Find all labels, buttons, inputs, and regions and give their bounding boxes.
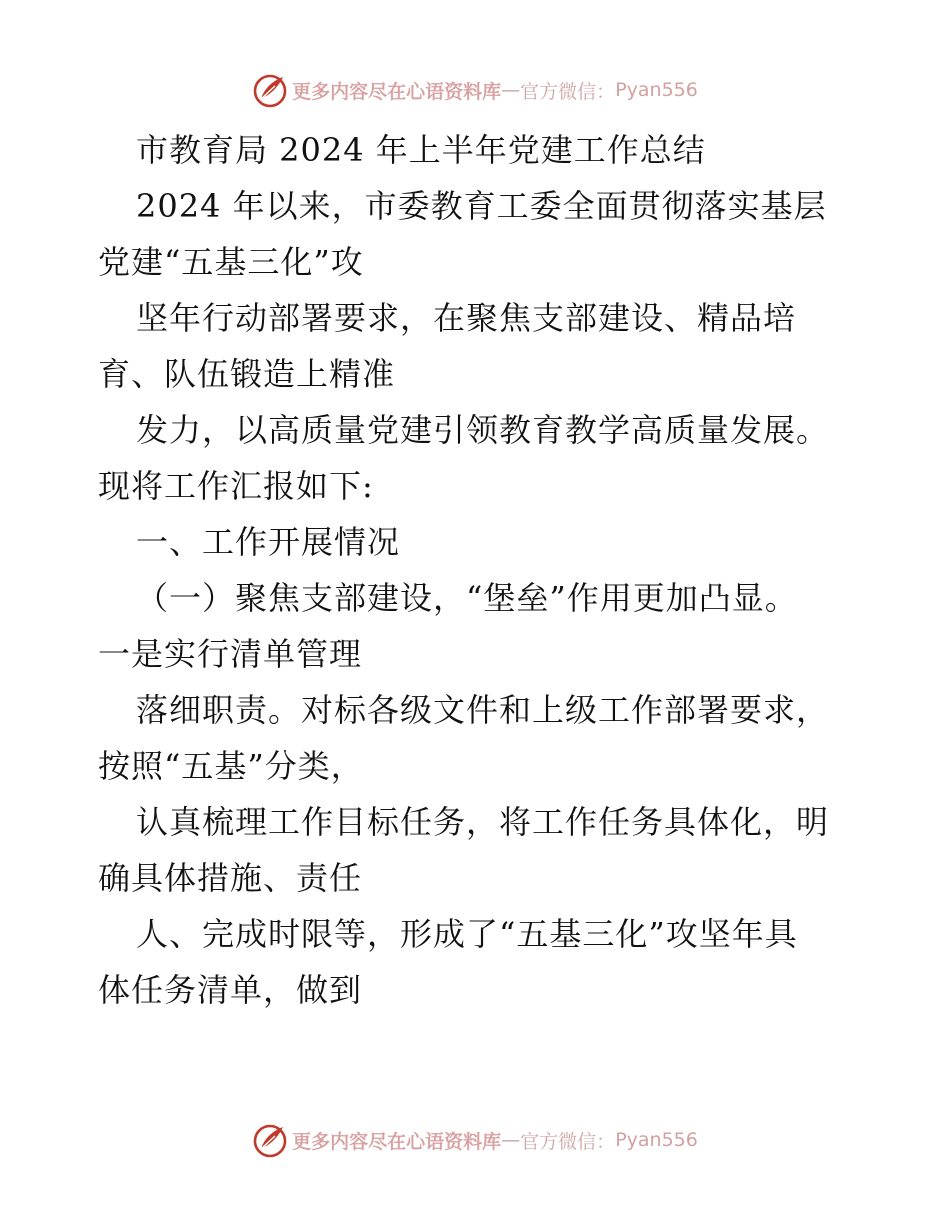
feather-quill-logo-icon (252, 72, 288, 108)
paragraph-line: 人、完成时限等，形成了“五基三化”攻坚年具 (136, 915, 798, 953)
banner-wechat-id: Pyan556 (615, 1129, 698, 1151)
paragraph-line: 现将工作汇报如下: (98, 467, 374, 505)
paragraph-line: 认真梳理工作目标任务，将工作任务具体化，明 (136, 803, 830, 841)
banner-separator: — (501, 1129, 521, 1151)
banner-wechat-id: Pyan556 (615, 79, 698, 101)
paragraph-line: 发力，以高质量党建引领教育教学高质量发展。 (136, 411, 830, 449)
paragraph-line: 按照“五基”分类， (98, 747, 364, 785)
paragraph-line: 2024 年以来，市委教育工委全面贯彻落实基层 (136, 187, 827, 225)
paragraph-line: 体任务清单，做到 (98, 971, 363, 1009)
banner-wechat-label: 官方微信： (520, 1130, 616, 1153)
header-watermark-banner (0, 70, 950, 110)
section-heading: 一、工作开展情况 (136, 523, 401, 561)
document-title: 市教育局 2024 年上半年党建工作总结 (136, 131, 706, 169)
banner-separator: — (501, 79, 521, 101)
banner-main-text: 更多内容尽在心语资料库 (292, 80, 502, 103)
paragraph-line: 育、队伍锻造上精准 (98, 355, 396, 393)
paragraph-line: 一是实行清单管理 (98, 635, 363, 673)
paragraph-line: 确具体措施、责任 (98, 859, 363, 897)
banner-main-text: 更多内容尽在心语资料库 (292, 1130, 502, 1153)
footer-watermark-banner (0, 1120, 950, 1160)
banner-wechat-label: 官方微信： (520, 80, 616, 103)
paragraph-line: 党建“五基三化”攻 (98, 243, 364, 281)
feather-quill-logo-icon (252, 1122, 288, 1158)
paragraph-line: 落细职责。对标各级文件和上级工作部署要求， (136, 691, 830, 729)
document-body (98, 122, 858, 1018)
subsection-heading: （一）聚焦支部建设，“堡垒”作用更加凸显。 (136, 579, 798, 617)
paragraph-line: 坚年行动部署要求，在聚焦支部建设、精品培 (136, 299, 797, 337)
